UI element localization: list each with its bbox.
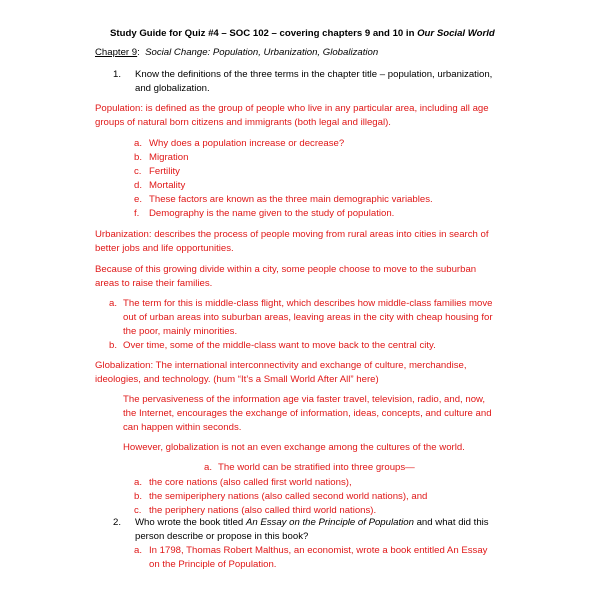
globalization-definition: ideologies, and technology. (hum “It’s a Small World After All” here) [95, 374, 379, 385]
list-item: the semiperiphery nations (also called second world nations), and [149, 491, 428, 502]
list-item: Why does a population increase or decrease? [149, 138, 345, 149]
list-marker: a. [134, 545, 143, 556]
title-main: Study Guide for Quiz #4 – SOC 102 – covering chapters 9 and 10 in [110, 28, 418, 39]
q2-answer: on the Principle of Population. [149, 559, 277, 570]
q2-post: and what did this [413, 517, 489, 528]
list-item: The term for this is middle-class flight, which describes how middle-class families move [123, 298, 493, 309]
list-item: the core nations (also called first world nations), [149, 477, 352, 488]
list-marker: a. [204, 462, 213, 473]
q2-marker: 2. [113, 517, 122, 528]
list-marker: b. [134, 491, 143, 502]
list-marker: a. [134, 138, 143, 149]
title-book: Our Social World [417, 28, 495, 39]
list-marker: d. [134, 180, 143, 191]
urbanization-paragraph: areas to raise their families. [95, 278, 213, 289]
list-marker: f. [134, 208, 140, 219]
urbanization-definition: better jobs and life opportunities. [95, 243, 234, 254]
list-marker: b. [109, 340, 118, 351]
list-item: the periphery nations (also called third world nations). [149, 505, 377, 516]
urbanization-definition: Urbanization: describes the process of people moving from rural areas into cities in search of [95, 229, 489, 240]
globalization-definition: Globalization: The international interconnectivity and exchange of culture, merchandise, [95, 360, 467, 371]
population-definition: Population: is defined as the group of people who live in any particular area, including all age [95, 103, 489, 114]
globalization-paragraph: the Internet, encourages the exchange of information, ideas, concepts, and culture and [123, 408, 492, 419]
population-definition: groups of natural born citizens and immigrants (both legal and illegal). [95, 117, 391, 128]
list-marker: a. [134, 477, 143, 488]
globalization-paragraph: However, globalization is not an even exchange among the cultures of the world. [123, 442, 465, 453]
list-item: The world can be stratified into three groups— [218, 462, 415, 473]
q1-line: Know the definitions of the three terms in the chapter title – population, urbanization, [135, 69, 493, 80]
list-item: the poor, mainly minorities. [123, 326, 238, 337]
list-marker: c. [134, 166, 142, 177]
urbanization-paragraph: Because of this growing divide within a city, some people choose to move to the suburban [95, 264, 477, 275]
q1-marker: 1. [113, 69, 122, 80]
q2-line: person describe or propose in this book? [135, 531, 309, 542]
list-item: Migration [149, 152, 189, 163]
chapter-label: Chapter 9 [95, 47, 138, 58]
globalization-paragraph: The pervasiveness of the information age via faster travel, television, radio, and, now, [123, 394, 486, 405]
q2-pre: Who wrote the book titled [135, 517, 246, 528]
list-marker: c. [134, 505, 142, 516]
list-item: Fertility [149, 166, 180, 177]
list-marker: b. [134, 152, 143, 163]
chapter-colon: : [137, 47, 146, 58]
chapter-heading [95, 47, 378, 59]
globalization-paragraph: can happen within seconds. [123, 422, 242, 433]
chapter-subtitle: Social Change: Population, Urbanization, Globalization [145, 47, 379, 58]
list-item: Demography is the name given to the study of population. [149, 208, 395, 219]
list-item: These factors are known as the three main demographic variables. [149, 194, 433, 205]
q2-line [135, 517, 489, 529]
list-item: Over time, some of the middle-class want to move back to the central city. [123, 340, 436, 351]
q1-line: and globalization. [135, 83, 210, 94]
q2-book: An Essay on the Principle of Population [245, 517, 414, 528]
list-marker: e. [134, 194, 143, 205]
list-marker: a. [109, 298, 118, 309]
page-title [110, 28, 495, 40]
list-item: out of urban areas into suburban areas, leaving areas in the city with cheap housing for [123, 312, 493, 323]
list-item: Mortality [149, 180, 186, 191]
q2-answer: In 1798, Thomas Robert Malthus, an economist, wrote a book entitled An Essay [149, 545, 488, 556]
